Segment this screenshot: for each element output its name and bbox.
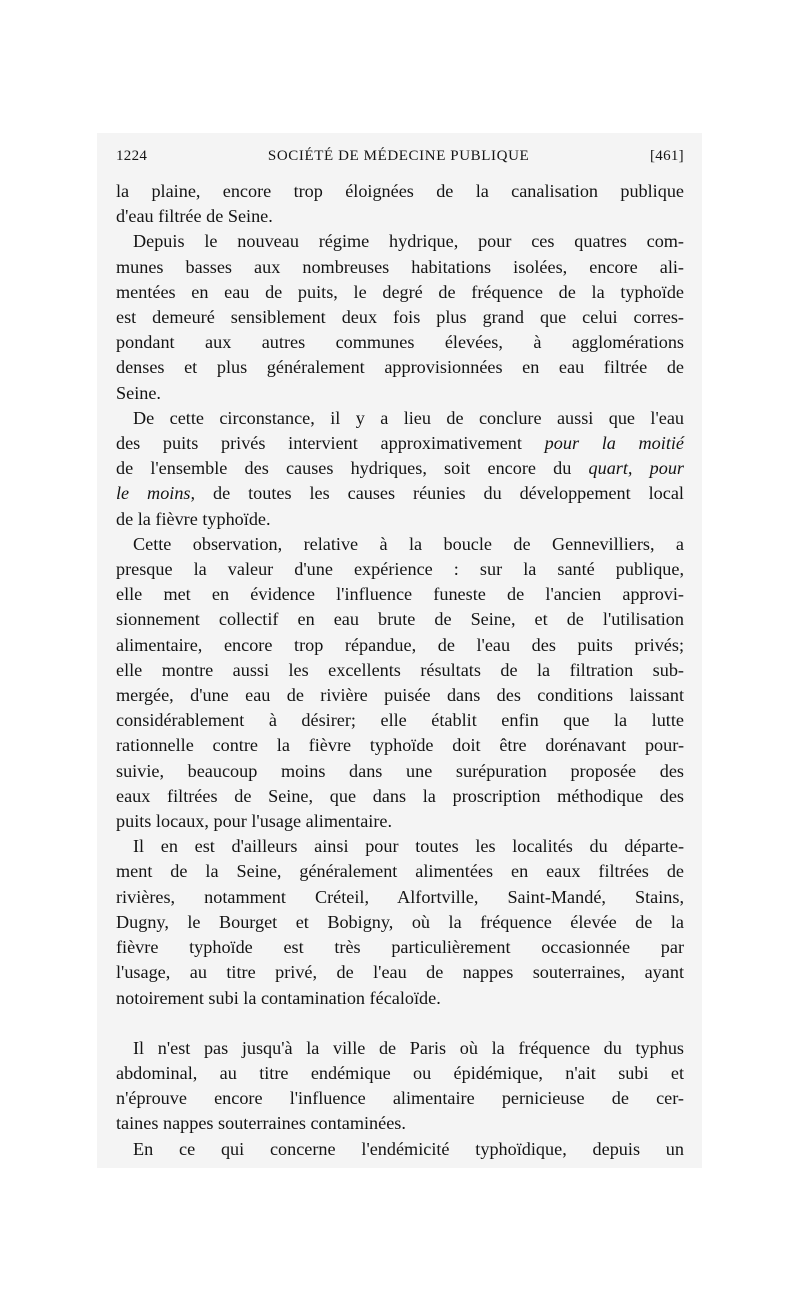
- text-line: rivières, notamment Créteil, Alfortville, Saint-Mandé, Stains,: [116, 886, 684, 907]
- text-line: Il n'est pas jusqu'à la ville de Paris où la fréquence du typhus: [133, 1037, 684, 1058]
- text-line: Cette observation, relative à la boucle de Gennevilliers, a: [133, 533, 684, 554]
- text-line: elle met en évidence l'influence funeste de l'ancien approvi-: [116, 584, 684, 605]
- text-line: considérablement à désirer; elle établit enfin que la lutte: [116, 710, 684, 731]
- text-line: mergée, d'une eau de rivière puisée dans des conditions laissant: [116, 685, 684, 706]
- text-run: de toutes les causes réunies du développement local: [213, 483, 684, 504]
- text-line: d'eau filtrée de Seine.: [116, 206, 273, 227]
- text-line: [116, 481, 684, 506]
- paragraph: [116, 834, 684, 1010]
- italic-run: le moins,: [116, 483, 196, 504]
- text-line: denses et plus généralement approvisionnées en eau filtrée de: [116, 357, 684, 378]
- text-line: la plaine, encore trop éloignées de la canalisation publique: [116, 181, 684, 201]
- text-line: De cette circonstance, il y a lieu de conclure aussi que l'eau: [133, 407, 684, 428]
- text-line: mentées en eau de puits, le degré de fréquence de la typhoïde: [116, 281, 684, 302]
- text-line: n'éprouve encore l'influence alimentaire pernicieuse de cer-: [116, 1088, 684, 1109]
- text-line: eaux filtrées de Seine, que dans la proscription méthodique des: [116, 785, 684, 806]
- bracket-number: [461]: [649, 148, 684, 164]
- text-line: suivie, beaucoup moins dans une surépuration proposée des: [116, 760, 684, 781]
- text-run: des puits privés intervient approximativement: [116, 433, 522, 454]
- italic-run: pour la moitié: [544, 433, 685, 454]
- text-line: notoirement subi la contamination fécaloïde.: [116, 987, 441, 1008]
- text-line: de la fièvre typhoïde.: [116, 508, 271, 529]
- page-number: 1224: [116, 148, 148, 164]
- text-line: Il en est d'ailleurs ainsi pour toutes les localités du départe-: [133, 836, 684, 857]
- text-line: est demeuré sensiblement deux fois plus grand que celui corres-: [116, 307, 684, 328]
- running-header: [116, 148, 684, 165]
- text-run: de l'ensemble des causes hydriques, soit encore du: [116, 458, 572, 479]
- running-title: SOCIÉTÉ DE MÉDECINE PUBLIQUE: [267, 148, 530, 164]
- document-page: [116, 148, 684, 1162]
- paragraph: [116, 179, 684, 229]
- paragraph: [116, 229, 684, 405]
- text-line: taines nappes souterraines contaminées.: [116, 1113, 406, 1134]
- text-line: Depuis le nouveau régime hydrique, pour ces quatres com-: [133, 231, 684, 252]
- text-line: presque la valeur d'une expérience : sur la santé publique,: [116, 559, 684, 580]
- text-line: l'usage, au titre privé, de l'eau de nappes souterraines, ayant: [116, 962, 684, 983]
- text-line: pondant aux autres communes élevées, à agglomérations: [116, 332, 684, 353]
- paragraph: [116, 406, 684, 532]
- text-line: [116, 456, 684, 481]
- paragraph: [116, 1036, 684, 1137]
- text-line: En ce qui concerne l'endémicité typhoïdique, depuis un: [133, 1138, 684, 1159]
- text-line: ment de la Seine, généralement alimentées en eaux filtrées de: [116, 861, 684, 882]
- text-line: munes basses aux nombreuses habitations isolées, encore ali-: [116, 256, 684, 277]
- text-line: puits locaux, pour l'usage alimentaire.: [116, 811, 393, 832]
- text-line: elle montre aussi les excellents résultats de la filtration sub-: [116, 659, 684, 680]
- text-line: sionnement collectif en eau brute de Seine, et de l'utilisation: [116, 609, 684, 630]
- italic-run: quart, pour: [588, 458, 685, 479]
- body-text: [116, 179, 684, 1162]
- text-line: alimentaire, encore trop répandue, de l'eau des puits privés;: [116, 634, 684, 655]
- text-line: Dugny, le Bourget et Bobigny, où la fréquence élevée de la: [116, 911, 684, 932]
- text-line: Seine.: [116, 382, 161, 403]
- paragraph: [116, 1137, 684, 1162]
- text-line: rationnelle contre la fièvre typhoïde doit être dorénavant pour-: [116, 735, 684, 756]
- text-line: abdominal, au titre endémique ou épidémique, n'ait subi et: [116, 1062, 684, 1083]
- text-line: [116, 431, 684, 456]
- paragraph: [116, 532, 684, 834]
- text-line: fièvre typhoïde est très particulièrement occasionnée par: [116, 937, 684, 958]
